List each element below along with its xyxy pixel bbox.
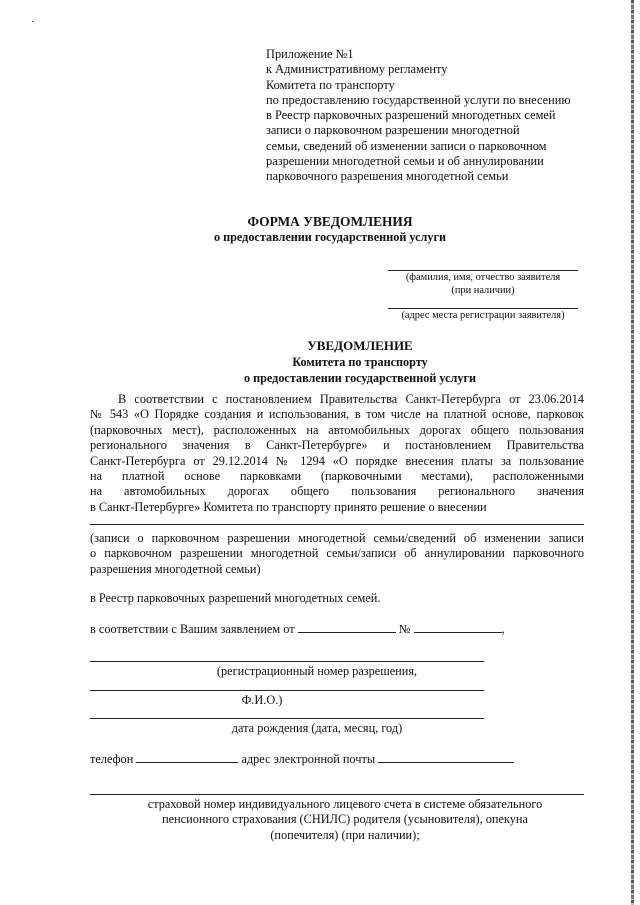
form-title: ФОРМА УВЕДОМЛЕНИЯ: [247, 214, 413, 229]
snils-caption: [110, 797, 580, 843]
caption-line: страховой номер индивидуального лицевого счета в системе обязательного: [147, 797, 543, 811]
notice-authority: Комитета по транспорту: [292, 355, 428, 369]
notice-title: УВЕДОМЛЕНИЕ: [307, 338, 413, 353]
number-sign: №: [398, 622, 411, 636]
reg-number-line[interactable]: [90, 661, 484, 662]
body-line: № 543 «О Порядке создания и использования, в том числе на платной основе, парковок: [90, 407, 584, 422]
reg-number-caption: (регистрационный номер разрешения,: [216, 664, 418, 678]
contact-line: [90, 751, 514, 767]
appendix-line: семьи, сведений об изменении записи о парковочном: [266, 138, 547, 153]
applicant-name-caption: [388, 271, 578, 297]
body-line: В соответствии с постановлением Правительства Санкт-Петербурга от 23.06.2014: [118, 392, 584, 406]
appendix-line: к Административному регламенту: [266, 62, 448, 77]
body-line: на платной основе парковками (парковочными местами), расположенными: [90, 469, 584, 484]
form-subtitle: о предоставлении государственной услуги: [213, 230, 446, 244]
scan-mark: ·: [31, 17, 35, 28]
scan-edge: [631, 0, 634, 905]
email-label: адрес электронной почты: [241, 752, 376, 766]
registry-line: в Реестр парковочных разрешений многодетных семей.: [90, 591, 381, 605]
decision-line: [90, 524, 584, 525]
body-line: Санкт-Петербурга от 29.12.2014 № 1294 «О порядке внесения платы за пользование: [90, 453, 584, 468]
caption-line: пенсионного страхования (СНИЛС) родителя (усыновителя), опекуна: [162, 812, 528, 827]
body-line: регионального значения в Санкт-Петербурге» и постановлением Правительства: [90, 438, 584, 453]
applicant-address-caption: (адрес места регистрации заявителя): [401, 310, 565, 321]
phone-label: телефон: [90, 752, 134, 766]
request-suffix: ,: [501, 622, 505, 636]
appendix-line: разрешении многодетной семьи и об аннулировании: [266, 154, 544, 169]
body-line: в Санкт-Петербурге» Комитета по транспорту принято решение о внесении: [90, 499, 487, 514]
decision-caption: [90, 531, 584, 577]
appendix-header: [266, 47, 606, 185]
request-line: [90, 621, 505, 637]
request-date-field[interactable]: [298, 621, 396, 633]
appendix-line: Комитета по транспорту: [266, 77, 395, 92]
birth-date-line[interactable]: [90, 718, 484, 719]
body-paragraph: [90, 392, 584, 515]
notice-subject: о предоставлении государственной услуги: [243, 371, 476, 385]
request-prefix: в соответствии с Вашим заявлением от: [90, 622, 295, 636]
appendix-line: парковочного разрешения многодетной семьи: [266, 169, 509, 184]
phone-field[interactable]: [136, 751, 238, 763]
snils-line[interactable]: [90, 794, 584, 795]
caption-line: (попечителя) (при наличии);: [270, 827, 420, 842]
body-line: (парковочных мест), расположенных на автомобильных дорогах общего пользования: [90, 422, 584, 437]
appendix-line: Приложение №1: [266, 47, 354, 61]
appendix-line: в Реестр парковочных разрешений многодетных семей: [266, 108, 556, 123]
caption-line: (при наличии): [451, 285, 515, 296]
caption-line: (фамилия, имя, отчество заявителя: [405, 272, 561, 283]
birth-date-caption: дата рождения (дата, месяц, год): [231, 721, 403, 735]
email-field[interactable]: [378, 751, 514, 763]
body-line: на автомобильных дорогах общего пользования регионального значения: [90, 484, 584, 499]
caption-line: о парковочном разрешении многодетной семьи/записи об аннулировании парковочного: [90, 546, 584, 561]
appendix-line: записи о парковочном разрешении многодетной: [266, 123, 520, 138]
appendix-line: по предоставлению государственной услуги по внесению: [266, 92, 571, 107]
caption-line: (записи о парковочном разрешении многодетной семьи/сведений об изменении записи: [90, 531, 584, 545]
caption-line: разрешения многодетной семьи): [90, 561, 261, 576]
fio-caption: Ф.И.О.): [241, 693, 283, 707]
fio-line[interactable]: [90, 690, 484, 691]
request-number-field[interactable]: [414, 621, 502, 633]
